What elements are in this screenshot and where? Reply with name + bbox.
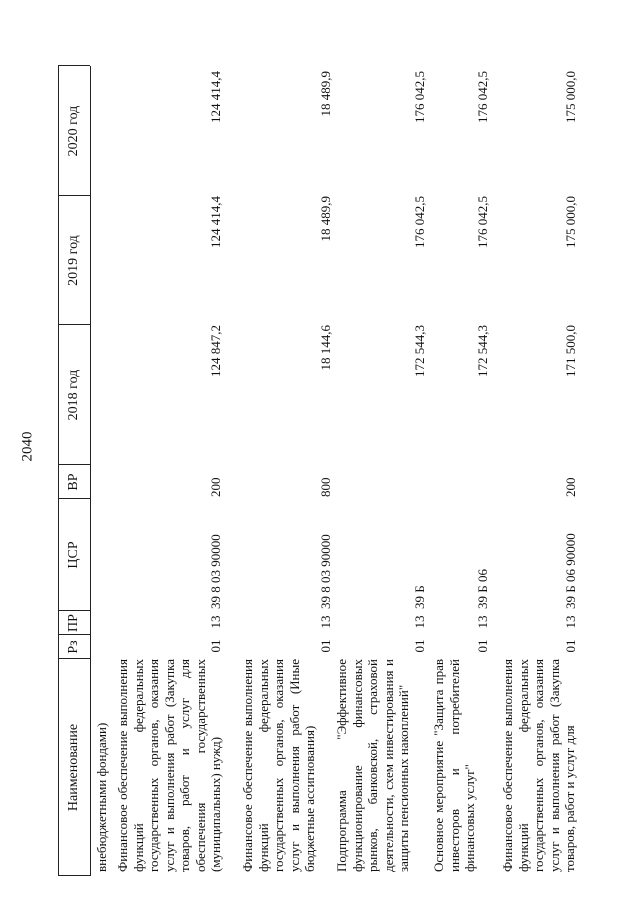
row-csr: 39 Б 06 bbox=[475, 569, 490, 609]
row-name: Финансовое обеспечение выполнения функций федеральных государственных органов, оказания услуг и выполнения работ (Закупка товаров, работ и услуг для bbox=[500, 659, 577, 872]
row-csr: 39 8 03 90000 bbox=[208, 534, 223, 609]
row-csr: 39 8 03 90000 bbox=[318, 534, 333, 609]
row-rz: 01 bbox=[563, 639, 578, 653]
row-pr: 13 bbox=[412, 615, 427, 629]
row-2018: 124 847,2 bbox=[208, 325, 223, 377]
row-2020: 124 414,4 bbox=[208, 71, 223, 123]
row-rz: 01 bbox=[208, 639, 223, 653]
continuation-text: внебюджетными фондами) bbox=[94, 722, 109, 872]
row-2020: 176 042,5 bbox=[475, 71, 490, 123]
col-divider bbox=[58, 464, 90, 465]
col-divider bbox=[58, 658, 90, 659]
col-divider bbox=[58, 634, 90, 635]
header-rz: Рз bbox=[66, 640, 81, 654]
row-rz: 01 bbox=[475, 639, 490, 653]
border-right bbox=[58, 65, 90, 66]
page-number: 2040 bbox=[19, 431, 36, 462]
row-pr: 13 bbox=[318, 615, 333, 629]
row-pr: 13 bbox=[563, 615, 578, 629]
row-rz: 01 bbox=[318, 639, 333, 653]
border-left bbox=[58, 875, 90, 876]
col-divider bbox=[58, 610, 90, 611]
header-pr: ПР bbox=[66, 614, 81, 632]
col-divider bbox=[58, 324, 90, 325]
row-name: Финансовое обеспечение выполнения функций федеральных государственных органов, оказания услуг и выполнения работ (Иные бюджетные ассигнования) bbox=[240, 659, 317, 872]
header-divider bbox=[90, 66, 91, 876]
row-2018: 172 544,3 bbox=[412, 325, 427, 377]
row-2019: 176 042,5 bbox=[475, 196, 490, 248]
row-2018: 171 500,0 bbox=[563, 325, 578, 377]
row-vr: 800 bbox=[318, 477, 333, 497]
header-csr: ЦСР bbox=[66, 541, 81, 569]
budget-table bbox=[58, 66, 588, 876]
row-pr: 13 bbox=[475, 615, 490, 629]
col-divider bbox=[58, 195, 90, 196]
row-name: Подпрограмма "Эффективное функционирование финансовых рынков, банковской, страховой деятельности, схем инвестирования и защиты пенсионных накоплений" bbox=[334, 659, 411, 872]
row-vr: 200 bbox=[563, 477, 578, 497]
row-2019: 124 414,4 bbox=[208, 196, 223, 248]
row-2018: 18 144,6 bbox=[318, 325, 333, 371]
row-2018: 172 544,3 bbox=[475, 325, 490, 377]
row-2019: 176 042,5 bbox=[412, 196, 427, 248]
row-name: Основное мероприятие "Защита прав инвесторов и потребителей финансовых услуг" bbox=[431, 659, 477, 872]
header-2020: 2020 год bbox=[66, 105, 81, 157]
header-name: Наименование bbox=[66, 723, 81, 812]
row-pr: 13 bbox=[208, 615, 223, 629]
row-name: Финансовое обеспечение выполнения функций федеральных государственных органов, оказания услуг и выполнения работ (Закупка товаров, работ и услуг для обеспечения государственных (муниципальных) нужд) bbox=[115, 659, 223, 872]
row-2019: 18 489,9 bbox=[318, 196, 333, 242]
row-csr: 39 Б bbox=[412, 585, 427, 609]
header-2019: 2019 год bbox=[66, 235, 81, 286]
row-2020: 175 000,0 bbox=[563, 71, 578, 123]
header-2018: 2018 год bbox=[66, 369, 81, 421]
row-csr: 39 Б 06 90000 bbox=[563, 533, 578, 609]
row-rz: 01 bbox=[412, 639, 427, 653]
row-vr: 200 bbox=[208, 477, 223, 497]
header-vr: ВР bbox=[66, 473, 81, 491]
col-divider bbox=[58, 498, 90, 499]
row-2020: 176 042,5 bbox=[412, 71, 427, 123]
row-2019: 175 000,0 bbox=[563, 196, 578, 248]
row-2020: 18 489,9 bbox=[318, 71, 333, 117]
table-border-top bbox=[58, 66, 59, 876]
